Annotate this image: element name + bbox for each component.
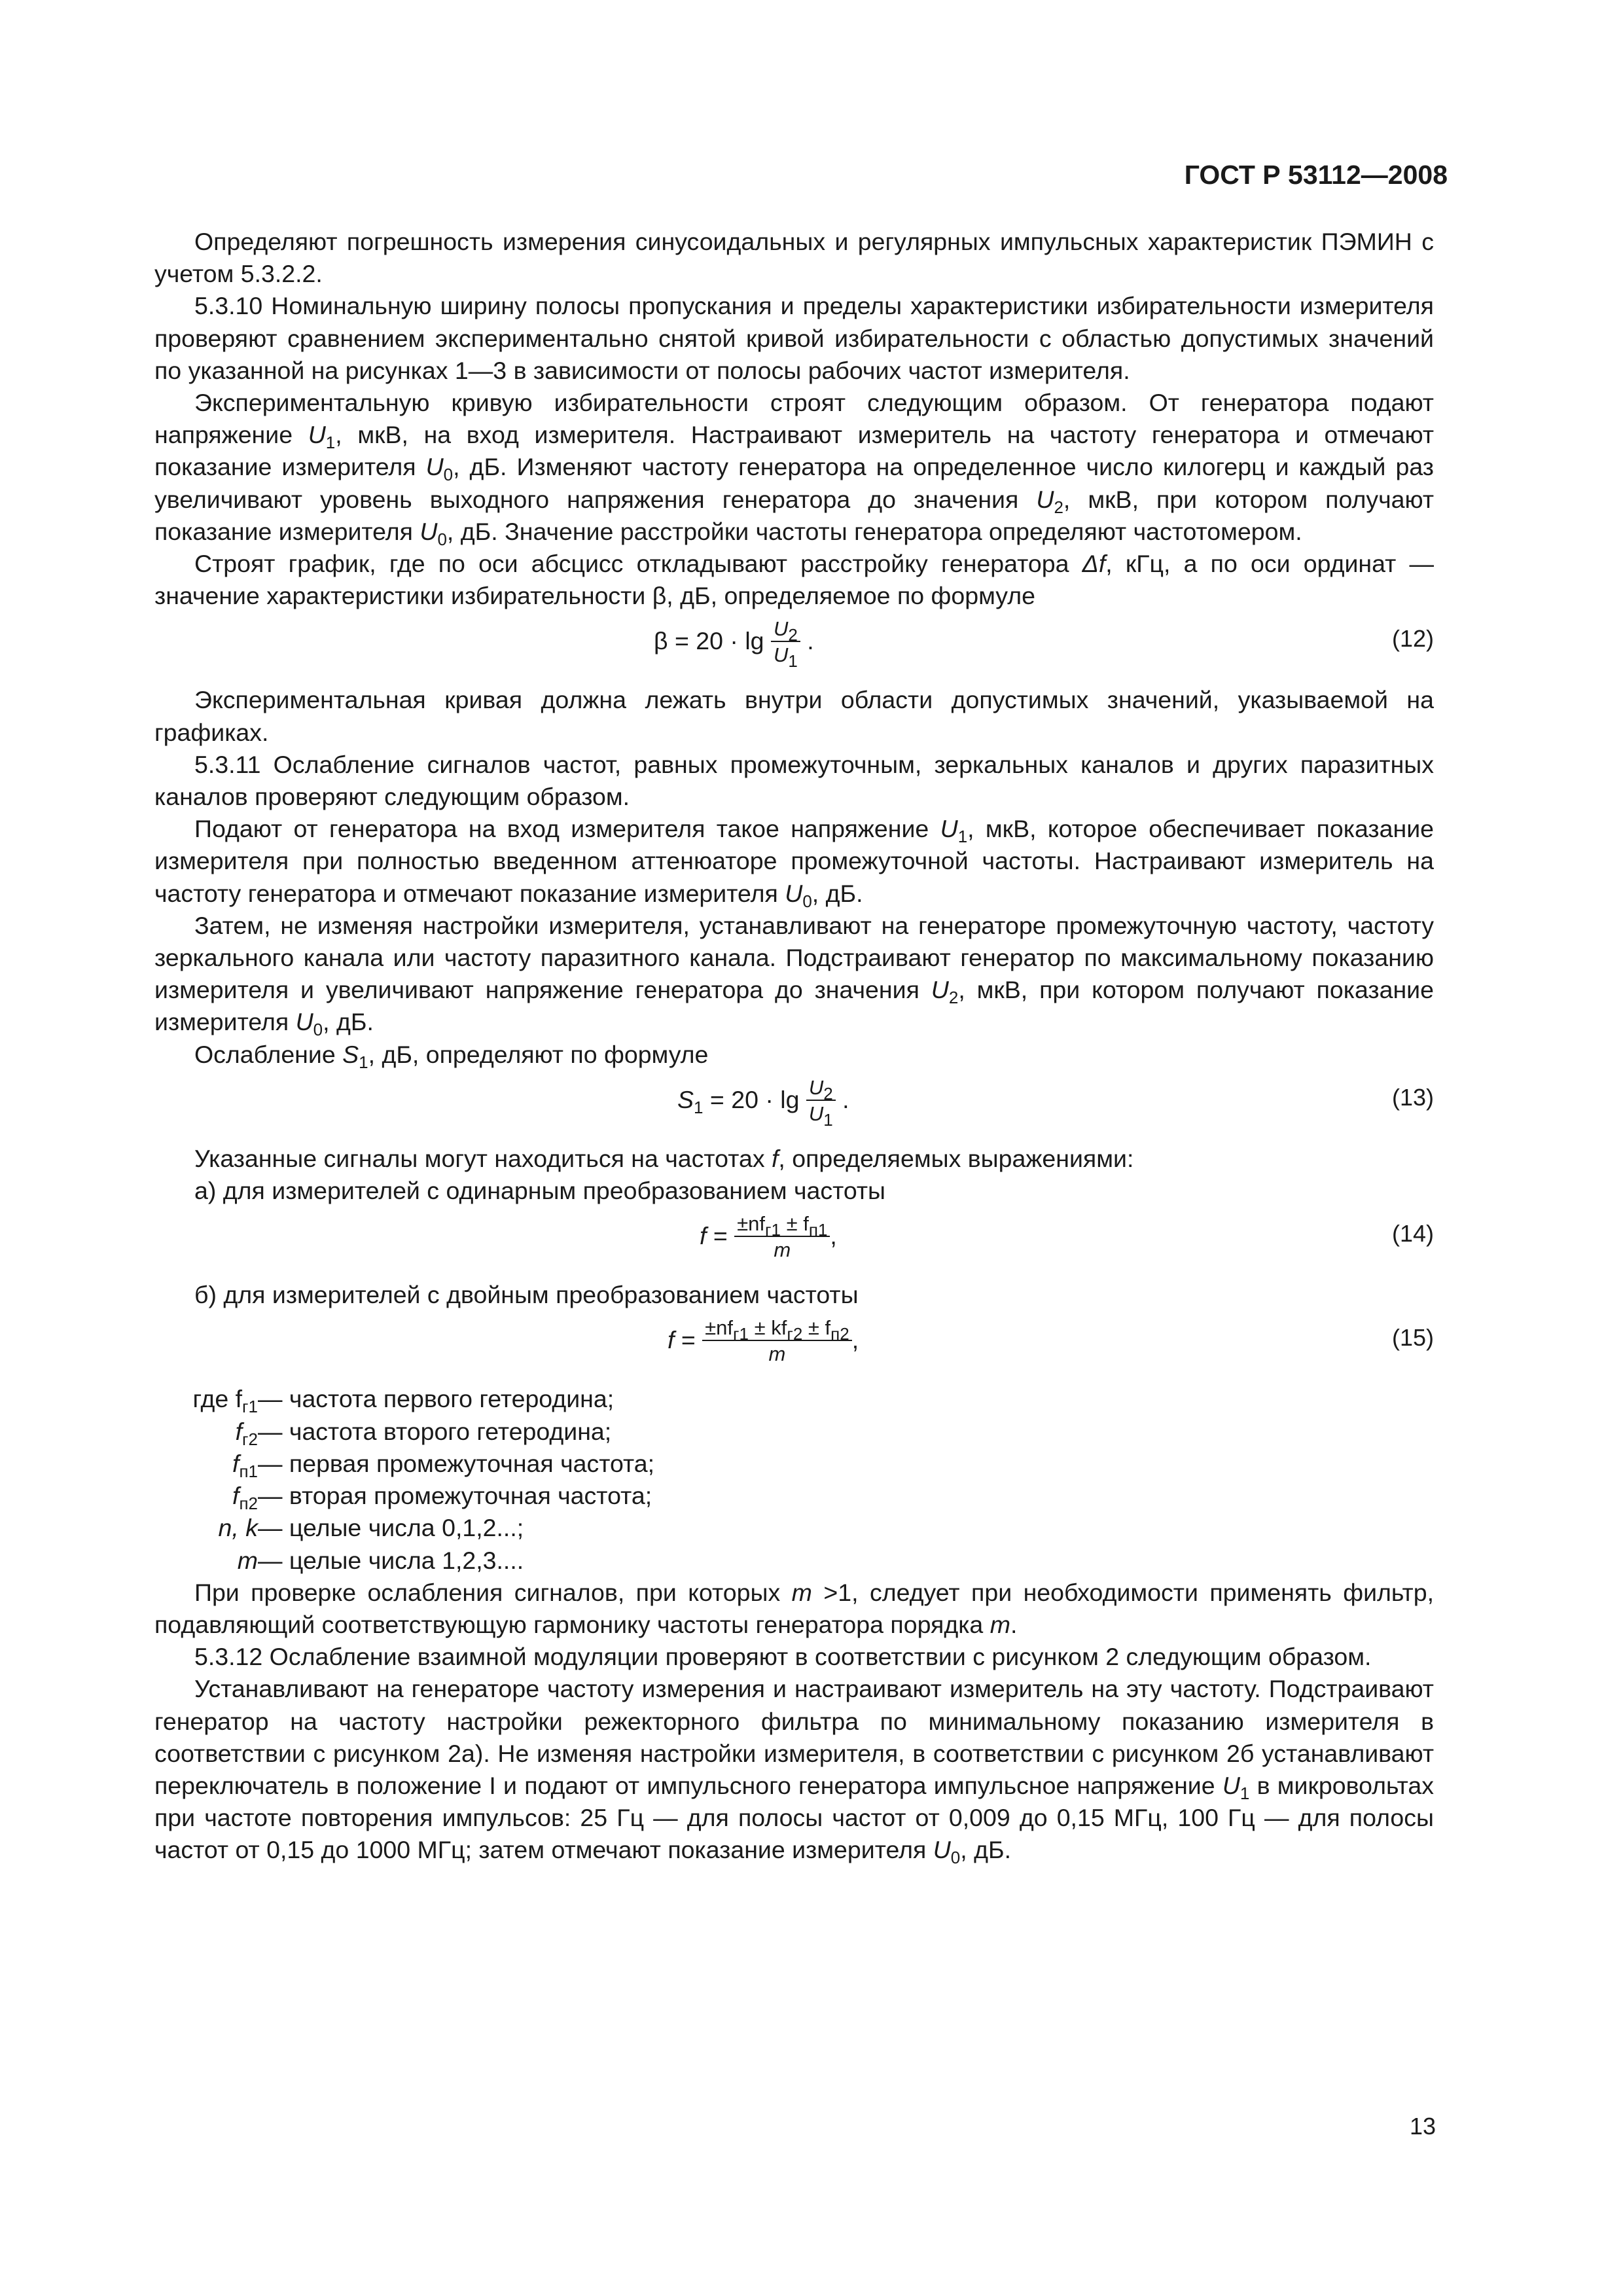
list-item-a: а) для измерителей с одинарным преобразованием частоты	[194, 1177, 886, 1205]
paragraph: Строят график, где по оси абсцисс откладывают расстройку генератора Δf, кГц, а по оси ординат — значение характеристики избирательности β, дБ, определяемое по формуле	[154, 550, 1434, 610]
definition-row: m — целые числа 1,2,3....	[237, 1546, 524, 1574]
definition-row: где $f_{г1}$ — частота первого гетеродина;	[192, 1385, 615, 1417]
paragraph-5-3-11: 5.3.11 Ослабление сигналов частот, равных промежуточным, зеркальных каналов и других паразитных каналов проверяют следующим образом.	[154, 750, 1434, 811]
paragraph: Подают от генератора на вход измерителя такое напряжение $U_1$, мкВ, которое обеспечивает показание измерителя при полностью введенном аттенюаторе промежуточной частоты. Настраивают измеритель на частоту генератора и отмечают показание измерителя $U_0$, дБ.	[154, 815, 1434, 911]
formula-number: (14)	[1391, 1220, 1434, 1247]
formula-expression: β = 20 · lg $\frac{U_2}{U_1}$ .	[654, 617, 814, 672]
formula-12	[154, 612, 1434, 684]
paragraph: Затем, не изменяя настройки измерителя, устанавливают на генераторе промежуточную частоту, частоту зеркального канала или частоту паразитного канала. Подстраивают генератор по максимальному показанию измерителя и увеличивают напряжение генератора до значения $U_2$, мкВ, при котором получают показание измерителя $U_0$, дБ.	[154, 911, 1434, 1040]
document-body	[154, 226, 1434, 1867]
paragraph: Экспериментальную кривую избирательности строят следующим образом. От генератора подают напряжение $U_1$, мкВ, на вход измерителя. Настраивают измеритель на частоту генератора и отмечают показание измерителя $U_0$, дБ. Изменяют частоту генератора на определенное число килогерц и каждый раз увеличивают уровень выходного напряжения генератора до значения $U_2$, мкВ, при котором получают показание измерителя $U_0$, дБ. Значение расстройки частоты генератора определяют частотомером.	[154, 389, 1435, 549]
page-number: 13	[1409, 2113, 1436, 2140]
paragraph-5-3-12: 5.3.12 Ослабление взаимной модуляции проверяют в соответствии с рисунком 2 следующим образом.	[194, 1643, 1372, 1671]
paragraph: Ослабление $S_1$, дБ, определяют по формуле	[194, 1040, 709, 1072]
paragraph: Устанавливают на генераторе частоту измерения и настраивают измеритель на эту частоту. Подстраивают генератор на частоту настройки режекторного фильтра по минимальному показанию измерителя в соответствии с рисунком 2а). Не изменяя настройки измерителя, в соответствии с рисунком 2б устанавливают переключатель в положение I и подают от импульсного генератора импульсное напряжение $U_1$ в микровольтах при частоте повторения импульсов: 25 Гц — для полосы частот от 0,009 до 0,15 МГц, 100 Гц — для полосы частот от 0,15 до 1000 МГц; затем отмечают показание измерителя $U_0$, дБ.	[154, 1675, 1434, 1868]
formula-expression: f = $\frac{\pm nf_{г1} \pm kf_{г2} \pm f_{п2}}{m}$ ,	[668, 1316, 859, 1367]
formula-expression: f = $\frac{\pm nf_{г1} \pm f_{п1}}{m}$ ,	[700, 1212, 837, 1263]
formula-13	[154, 1071, 1434, 1143]
paragraph: При проверке ослабления сигналов, при которых m >1, следует при необходимости применять фильтр, подавляющий соответствующую гармонику частоты генератора порядка m.	[154, 1578, 1434, 1638]
document-header: ГОСТ Р 53112—2008	[1184, 160, 1448, 190]
paragraph-5-3-10: 5.3.10 Номинальную ширину полосы пропускания и пределы характеристики избирательности измерителя проверяют сравнением экспериментально снятой кривой избирательности с областью допустимых значений по указанной на рисунках 1—3 в зависимости от полосы рабочих частот измерителя.	[154, 292, 1434, 384]
paragraph: Экспериментальная кривая должна лежать внутри области допустимых значений, указываемой на графиках.	[154, 686, 1434, 746]
formula-number: (12)	[1391, 625, 1434, 653]
formula-number: (15)	[1391, 1324, 1434, 1352]
definition-row: $f_{г2}$ — частота второго гетеродина;	[235, 1417, 612, 1449]
formula-number: (13)	[1391, 1083, 1434, 1111]
formula-14	[154, 1207, 1434, 1279]
list-item-b: б) для измерителей с двойным преобразованием частоты	[194, 1281, 859, 1309]
paragraph: Указанные сигналы могут находиться на частотах f, определяемых выражениями:	[194, 1144, 1134, 1172]
formula-15	[154, 1311, 1434, 1383]
definition-row: $f_{п1}$ — первая промежуточная частота;	[232, 1449, 655, 1481]
definition-row: n, k — целые числа 0,1,2...;	[218, 1514, 524, 1542]
formula-expression: $S_1 = 20 \cdot \lg$ $\frac{U_2}{U_1}$ .	[677, 1075, 849, 1130]
definition-row: $f_{п2}$ — вторая промежуточная частота;	[232, 1482, 652, 1514]
symbol-definitions	[154, 1383, 1434, 1576]
paragraph: Определяют погрешность измерения синусоидальных и регулярных импульсных характеристик ПЭМИН с учетом 5.3.2.2.	[154, 228, 1434, 288]
